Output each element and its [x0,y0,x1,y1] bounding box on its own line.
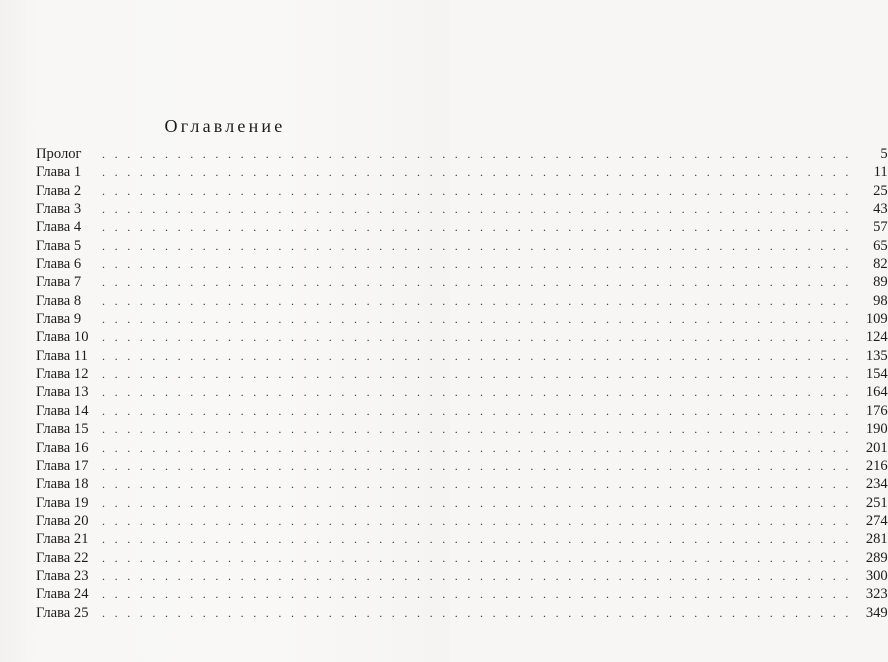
toc-entry-label: Глава 23 [36,567,89,584]
dot-leader: . . . . . . . . . . . . . . . . . . . . . . . . . . . . . . . . . . . . . . . . . . . . . . . . . . . . . . . . . . . . [102,568,852,583]
toc-entry-page-number: 25 [873,182,888,199]
toc-entry [36,328,888,346]
toc-entry-label: Глава 15 [36,421,89,438]
toc-entry-label: Глава 19 [36,494,89,511]
toc-entry-page-number: 65 [873,237,888,254]
toc-entry-page-number: 349 [865,604,888,621]
dot-leader: . . . . . . . . . . . . . . . . . . . . . . . . . . . . . . . . . . . . . . . . . . . . . . . . . . . . . . . . . . . . [102,403,852,418]
dot-leader: . . . . . . . . . . . . . . . . . . . . . . . . . . . . . . . . . . . . . . . . . . . . . . . . . . . . . . . . . . . . [102,550,852,565]
dot-leader: . . . . . . . . . . . . . . . . . . . . . . . . . . . . . . . . . . . . . . . . . . . . . . . . . . . . . . . . . . . . [102,312,852,327]
toc-entry-page-number: 109 [865,311,888,328]
toc-entry-page-number: 251 [865,494,888,511]
toc-entry-page-number: 82 [873,256,888,273]
toc-entry [36,237,888,255]
toc-entry-label: Глава 21 [36,531,89,548]
toc-entry [36,255,888,273]
dot-leader: . . . . . . . . . . . . . . . . . . . . . . . . . . . . . . . . . . . . . . . . . . . . . . . . . . . . . . . . . . . . [102,458,852,473]
toc-entry [36,310,888,328]
dot-leader: . . . . . . . . . . . . . . . . . . . . . . . . . . . . . . . . . . . . . . . . . . . . . . . . . . . . . . . . . . . . [102,477,852,492]
dot-leader: . . . . . . . . . . . . . . . . . . . . . . . . . . . . . . . . . . . . . . . . . . . . . . . . . . . . . . . . . . . . [102,147,852,161]
toc-entry-page-number: 5 [880,146,888,162]
toc-entry-label: Глава 20 [36,512,89,529]
toc-entry-label: Глава 7 [36,274,82,291]
toc-entry-label: Глава 2 [36,182,82,199]
toc-entry-page-number: 289 [865,549,888,566]
dot-leader: . . . . . . . . . . . . . . . . . . . . . . . . . . . . . . . . . . . . . . . . . . . . . . . . . . . . . . . . . . . . [102,348,852,363]
toc-entry-label: Глава 16 [36,439,89,456]
toc-entry-page-number: 190 [865,421,888,438]
toc-entry-page-number: 201 [865,439,888,456]
toc-entry [36,512,888,530]
dot-leader: . . . . . . . . . . . . . . . . . . . . . . . . . . . . . . . . . . . . . . . . . . . . . . . . . . . . . . . . . . . . [102,293,852,308]
dot-leader: . . . . . . . . . . . . . . . . . . . . . . . . . . . . . . . . . . . . . . . . . . . . . . . . . . . . . . . . . . . . [102,238,852,253]
toc-entry [36,402,888,420]
toc-entry [36,292,888,310]
dot-leader: . . . . . . . . . . . . . . . . . . . . . . . . . . . . . . . . . . . . . . . . . . . . . . . . . . . . . . . . . . . . [102,587,852,602]
toc-entry [36,182,888,200]
toc-entry [36,218,888,236]
toc-entry-page-number: 300 [865,567,888,584]
toc-entry-label: Глава 10 [36,329,89,346]
toc-entry [36,457,888,475]
toc-entry-label: Глава 4 [36,219,82,236]
toc-entry-page-number: 281 [865,531,888,548]
toc-entry-page-number: 164 [865,384,888,401]
toc-entry-page-number: 176 [865,402,888,419]
dot-leader: . . . . . . . . . . . . . . . . . . . . . . . . . . . . . . . . . . . . . . . . . . . . . . . . . . . . . . . . . . . . [102,220,852,235]
dot-leader: . . . . . . . . . . . . . . . . . . . . . . . . . . . . . . . . . . . . . . . . . . . . . . . . . . . . . . . . . . . . [102,440,852,455]
table-of-contents [36,145,888,622]
toc-entry-page-number: 216 [865,457,888,474]
toc-entry [36,604,888,622]
toc-entry [36,494,888,512]
dot-leader: . . . . . . . . . . . . . . . . . . . . . . . . . . . . . . . . . . . . . . . . . . . . . . . . . . . . . . . . . . . . [102,330,852,345]
toc-entry-label: Глава 5 [36,237,82,254]
dot-leader: . . . . . . . . . . . . . . . . . . . . . . . . . . . . . . . . . . . . . . . . . . . . . . . . . . . . . . . . . . . . [102,495,852,510]
toc-entry-label: Пролог [36,146,82,162]
toc-entry-label: Глава 6 [36,256,82,273]
page-title: Оглавление [164,116,286,137]
toc-entry-label: Глава 18 [36,476,89,493]
toc-entry-page-number: 234 [865,476,888,493]
toc-entry-page-number: 43 [873,201,888,218]
toc-entry-label: Глава 11 [36,347,88,364]
toc-entry-label: Глава 8 [36,292,82,309]
toc-entry [36,365,888,383]
toc-entry-page-number: 323 [865,586,888,603]
toc-entry-page-number: 98 [873,292,888,309]
dot-leader: . . . . . . . . . . . . . . . . . . . . . . . . . . . . . . . . . . . . . . . . . . . . . . . . . . . . . . . . . . . . [102,385,852,400]
toc-entry-label: Глава 13 [36,384,89,401]
toc-entry-label: Глава 1 [36,164,82,181]
toc-entry-page-number: 274 [865,512,888,529]
toc-entry-page-number: 11 [873,164,888,181]
dot-leader: . . . . . . . . . . . . . . . . . . . . . . . . . . . . . . . . . . . . . . . . . . . . . . . . . . . . . . . . . . . . [102,183,852,198]
dot-leader: . . . . . . . . . . . . . . . . . . . . . . . . . . . . . . . . . . . . . . . . . . . . . . . . . . . . . . . . . . . . [102,513,852,528]
toc-entry-page-number: 154 [865,366,888,383]
toc-entry [36,273,888,291]
toc-entry [36,549,888,567]
dot-leader: . . . . . . . . . . . . . . . . . . . . . . . . . . . . . . . . . . . . . . . . . . . . . . . . . . . . . . . . . . . . [102,532,852,547]
toc-entry-label: Глава 25 [36,604,89,621]
toc-entry-label: Глава 17 [36,457,89,474]
toc-entry-label: Глава 12 [36,366,89,383]
toc-entry [36,347,888,365]
dot-leader: . . . . . . . . . . . . . . . . . . . . . . . . . . . . . . . . . . . . . . . . . . . . . . . . . . . . . . . . . . . . [102,275,852,290]
toc-entry-page-number: 124 [865,329,888,346]
toc-entry-label: Глава 24 [36,586,89,603]
toc-entry-label: Глава 22 [36,549,89,566]
toc-entry [36,200,888,218]
toc-entry-label: Глава 3 [36,201,82,218]
toc-entry [36,163,888,181]
toc-entry [36,145,888,163]
dot-leader: . . . . . . . . . . . . . . . . . . . . . . . . . . . . . . . . . . . . . . . . . . . . . . . . . . . . . . . . . . . . [102,605,852,620]
dot-leader: . . . . . . . . . . . . . . . . . . . . . . . . . . . . . . . . . . . . . . . . . . . . . . . . . . . . . . . . . . . . [102,165,852,180]
toc-entry [36,439,888,457]
dot-leader: . . . . . . . . . . . . . . . . . . . . . . . . . . . . . . . . . . . . . . . . . . . . . . . . . . . . . . . . . . . . [102,202,852,217]
dot-leader: . . . . . . . . . . . . . . . . . . . . . . . . . . . . . . . . . . . . . . . . . . . . . . . . . . . . . . . . . . . . [102,422,852,437]
toc-entry-page-number: 89 [873,274,888,291]
toc-entry [36,475,888,493]
toc-entry-label: Глава 9 [36,311,82,328]
toc-entry-label: Глава 14 [36,402,89,419]
toc-entry [36,420,888,438]
toc-entry [36,383,888,401]
toc-entry [36,530,888,548]
toc-entry [36,585,888,603]
toc-entry-page-number: 135 [865,347,888,364]
toc-entry-page-number: 57 [873,219,888,236]
dot-leader: . . . . . . . . . . . . . . . . . . . . . . . . . . . . . . . . . . . . . . . . . . . . . . . . . . . . . . . . . . . . [102,257,852,272]
dot-leader: . . . . . . . . . . . . . . . . . . . . . . . . . . . . . . . . . . . . . . . . . . . . . . . . . . . . . . . . . . . . [102,367,852,382]
toc-entry [36,567,888,585]
